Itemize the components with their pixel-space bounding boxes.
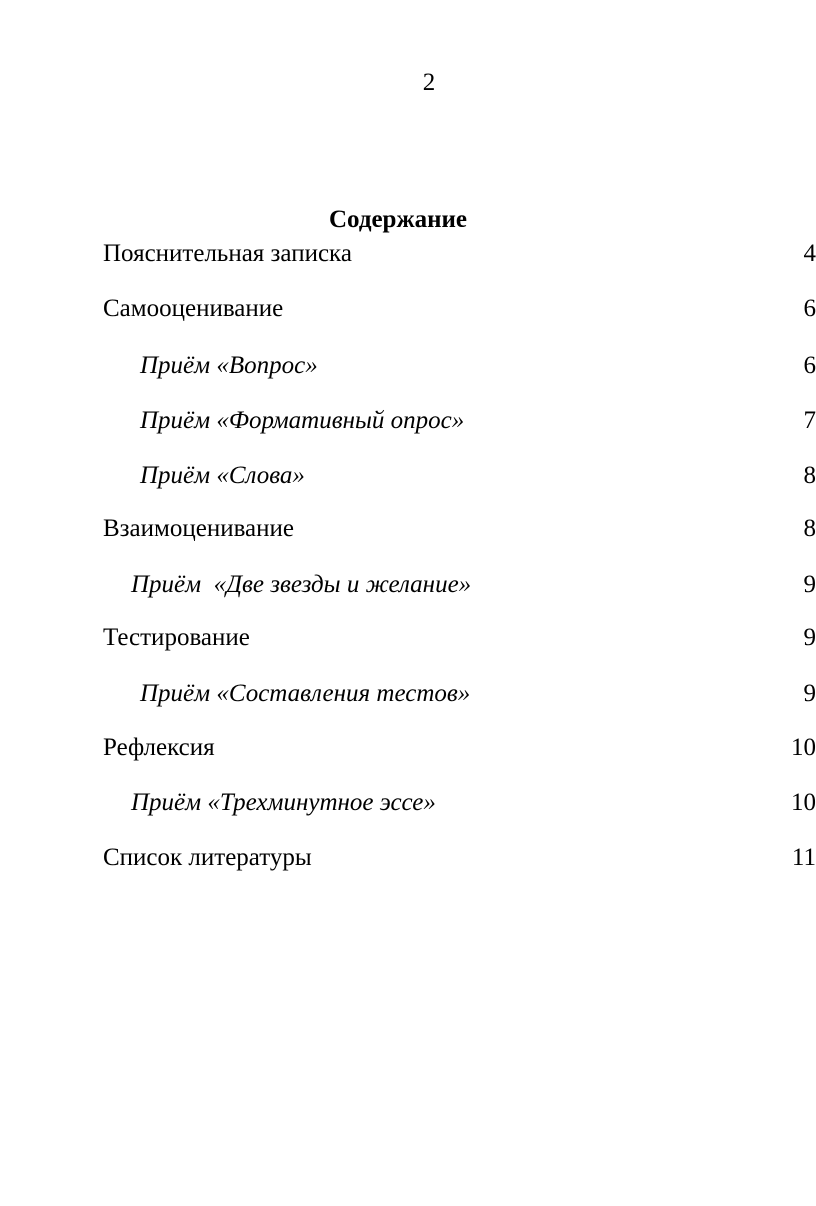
toc-entry-title: Приём «Слова» bbox=[140, 462, 305, 489]
toc-entry-title: Рефлексия bbox=[103, 734, 215, 761]
toc-entry bbox=[103, 292, 816, 326]
toc-entry-page: 8 bbox=[803, 515, 816, 542]
toc-heading: Содержание bbox=[328, 206, 467, 233]
toc-subentry bbox=[103, 459, 816, 493]
toc-entry-title: Приём «Трехминутное эссе» bbox=[131, 789, 436, 816]
page-number: 2 bbox=[422, 69, 436, 96]
toc-entry-title: Приём «Вопрос» bbox=[140, 352, 318, 379]
toc-entry-page: 9 bbox=[803, 571, 816, 598]
toc-subentry bbox=[103, 786, 816, 820]
toc-entry-page: 6 bbox=[803, 352, 816, 379]
toc-entry bbox=[103, 621, 816, 655]
toc-subentry bbox=[103, 349, 816, 383]
toc-entry bbox=[103, 237, 816, 271]
toc-subentry bbox=[103, 568, 816, 602]
toc-entry-page: 8 bbox=[803, 462, 816, 489]
toc-subentry bbox=[103, 404, 816, 438]
toc-entry bbox=[103, 841, 816, 875]
toc-entry-page: 4 bbox=[803, 240, 816, 267]
toc-entry bbox=[103, 731, 816, 765]
toc-entry-title: Приём «Две звезды и желание» bbox=[131, 571, 472, 598]
toc-entry-title: Тестирование bbox=[103, 624, 250, 651]
toc-entry-page: 9 bbox=[803, 680, 816, 707]
toc-entry-title: Взаимоценивание bbox=[103, 515, 295, 542]
toc-entry-page: 9 bbox=[803, 624, 816, 651]
toc-entry-title: Список литературы bbox=[103, 844, 312, 871]
toc-subentry bbox=[103, 677, 816, 711]
toc-entry-page: 7 bbox=[803, 407, 816, 434]
toc-entry-page: 6 bbox=[803, 295, 816, 322]
toc-entry-title: Приём «Формативный опрос» bbox=[140, 407, 465, 434]
toc-entry bbox=[103, 512, 816, 546]
toc-entry-page: 11 bbox=[791, 844, 816, 871]
toc-entry-page: 10 bbox=[791, 789, 816, 816]
toc-entry-title: Пояснительная записка bbox=[103, 240, 352, 267]
toc-entry-title: Самооценивание bbox=[103, 295, 284, 322]
toc-entry-page: 10 bbox=[791, 734, 816, 761]
toc-entry-title: Приём «Составления тестов» bbox=[140, 680, 471, 707]
